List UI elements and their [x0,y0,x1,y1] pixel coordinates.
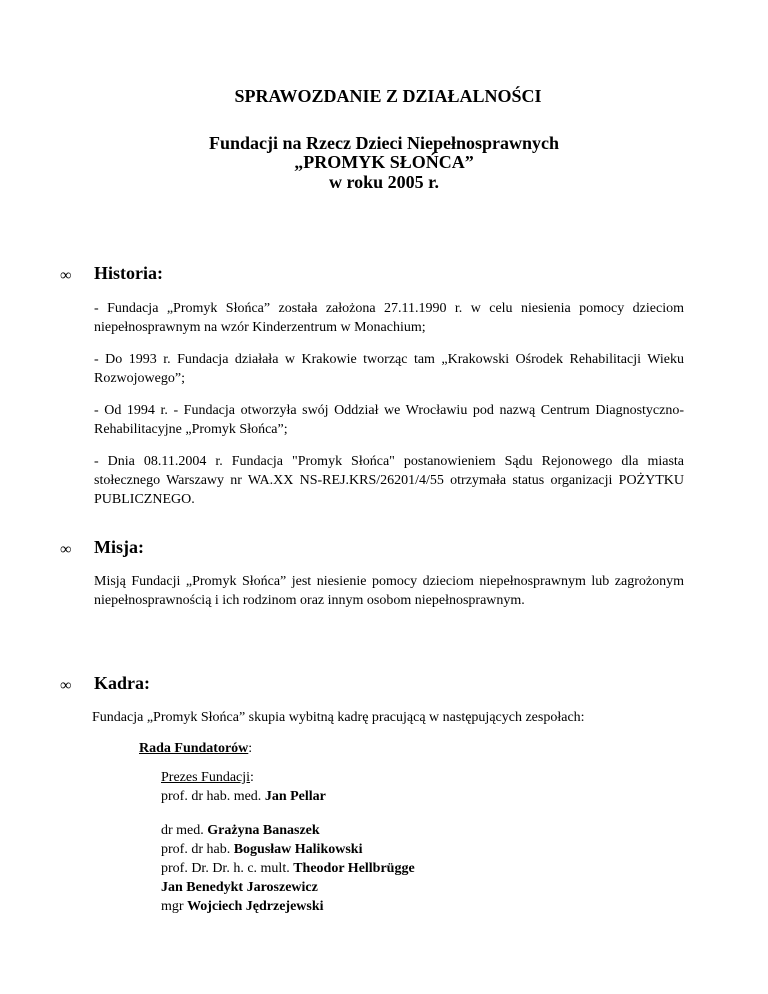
member-title: mgr [161,899,188,914]
prezes-entry [161,787,326,806]
misja-paragraph: Misją Fundacji „Promyk Słońca” jest niesienie pomocy dzieciom niepełnosprawnym lub zagrożonym niepełnosprawnością i ich rodzinom oraz innym osobom niepełnosprawnym. [94,574,684,608]
member-entry [161,859,415,878]
section-heading-kadra: Kadra: [94,673,150,693]
historia-paragraph-1: - Fundacja „Promyk Słońca” została założona 27.11.1990 r. w celu niesienia pomocy dzieciom niepełnosprawnym na wzór Kinderzentrum w Monachium; [94,301,684,335]
historia-paragraph-4: - Dnia 08.11.2004 r. Fundacja "Promyk Słońca" postanowieniem Sądu Rejonowego dla miasta stołecznego Warszawy nr WA.XX NS-REJ.KRS/26201/4/55 otrzymała status organizacji POŻYTKU PUBLICZNEGO. [94,454,684,507]
section-heading-historia: Historia: [94,263,163,283]
infinity-bullet-icon: ∞ [60,541,72,558]
historia-paragraph-2: - Do 1993 r. Fundacja działała w Krakowie tworząc tam „Krakowski Ośrodek Rehabilitacji Wieku Rozwojowego”; [94,352,684,386]
member-title: prof. dr hab. [161,842,234,857]
member-name: Theodor Hellbrügge [293,861,415,876]
member-title: dr med. [161,823,208,838]
member-entry [161,840,415,859]
historia-paragraph-3: - Od 1994 r. - Fundacja otworzyła swój Oddział we Wrocławiu pod nazwą Centrum Diagnostyczno-Rehabilitacyjne „Promyk Słońca”; [94,403,684,437]
foundation-name: Fundacji na Rzecz Dzieci Niepełnosprawnych [209,133,559,153]
section-heading-misja: Misja: [94,537,144,557]
prezes-title: prof. dr hab. med. [161,789,265,804]
report-title: SPRAWOZDANIE Z DZIAŁALNOŚCI [234,86,542,106]
member-name: Grażyna Banaszek [207,823,320,838]
prezes-colon: : [250,770,254,785]
rada-colon: : [248,741,253,756]
rada-fundatorow-label [139,739,252,758]
infinity-bullet-icon: ∞ [60,267,72,284]
infinity-bullet-icon: ∞ [60,677,72,694]
rada-fundatorow-heading: Rada Fundatorów [139,741,249,756]
foundation-brand: „PROMYK SŁOŃCA” [294,152,474,172]
report-year: w roku 2005 r. [328,172,440,192]
kadra-intro: Fundacja „Promyk Słońca” skupia wybitną kadrę pracującą w następujących zespołach: [92,710,585,725]
member-list [161,821,415,916]
prezes-label [161,768,254,787]
member-name: Bogusław Halikowski [233,842,363,857]
member-name: Wojciech Jędrzejewski [187,899,324,914]
member-entry [161,897,415,916]
member-entry [161,821,415,840]
prezes-heading: Prezes Fundacji [161,770,251,785]
prezes-name: Jan Pellar [264,789,326,804]
member-name: Jan Benedykt Jaroszewicz [161,880,318,895]
member-entry [161,878,415,897]
member-title: prof. Dr. Dr. h. c. mult. [161,861,294,876]
